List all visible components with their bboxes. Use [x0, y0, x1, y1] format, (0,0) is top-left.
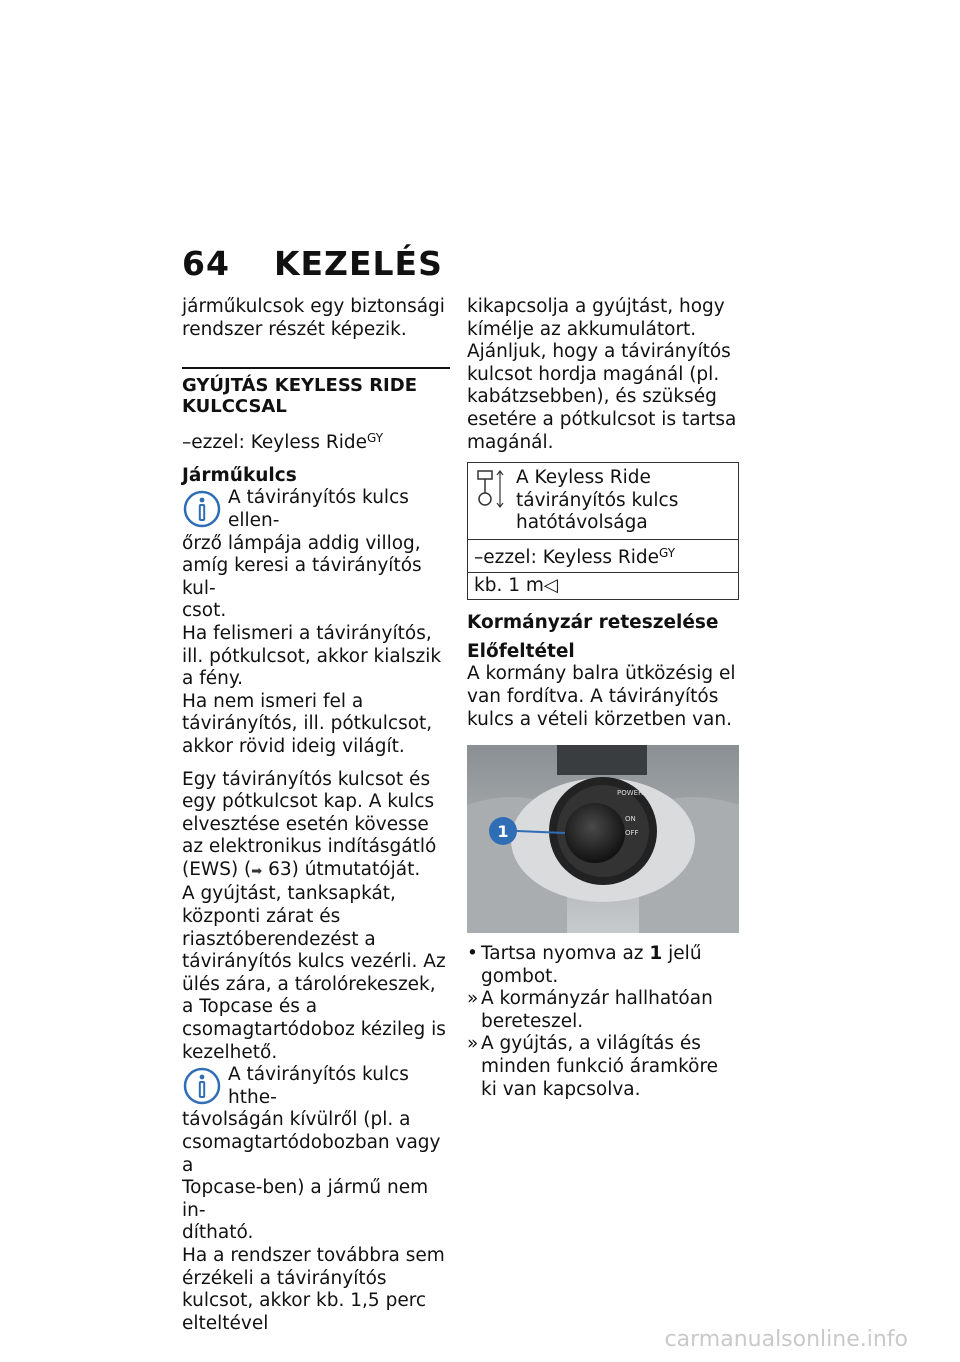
subhead-prerequisite: Előfeltétel [467, 640, 575, 662]
bullet-marker: • [467, 943, 478, 965]
subhead-vehicle-key: Járműkulcs [182, 464, 297, 486]
range-table [467, 462, 739, 600]
result-power-off [467, 1033, 739, 1101]
result-1-text: A kormányzár hallhatóan bereteszel. [481, 988, 713, 1032]
chapter-title: KEZELÉS [273, 244, 443, 283]
note-2-line-4: Topcase-ben) a jármű nem in- [182, 1177, 429, 1221]
page-reference-arrow-icon: ➡ [251, 863, 263, 879]
callout-1: 1 [497, 822, 509, 842]
paragraph-advice: Ajánljuk, hogy a távirányítós kulcsot hordja magánál (pl. kabátzsebben), és szükség esetére a pótkulcsot is tartsa magánál. [467, 341, 737, 453]
result-2-text: A gyújtás, a világítás és minden funkció áramköre ki van kapcsolva. [481, 1033, 719, 1100]
section-title: GYÚJTÁS KEYLESS RIDE KULCCSAL [182, 375, 417, 418]
range-table-value: kb. 1 m◁ [474, 574, 559, 596]
page-header [182, 244, 443, 283]
right-column [467, 296, 739, 1101]
paragraph-not-recognized: Ha nem ismeri fel a távirányítós, ill. pótkulcsot, akkor rövid ideig világít. [182, 690, 433, 757]
watermark: carmanualsonline.info [664, 1327, 908, 1352]
step-1-callout: 1 [649, 943, 663, 965]
result-marker: » [467, 1033, 479, 1055]
paragraph-recognized: Ha felismeri a távirányítós, ill. pótkulcsot, akkor kialszik a fény. [182, 622, 442, 690]
page-number: 64 [182, 244, 230, 283]
note-1-line-4: csot. [182, 600, 227, 622]
info-icon [182, 489, 222, 529]
section-divider [182, 367, 450, 369]
paragraph-keys-end: ) útmutatóját. [291, 858, 421, 880]
paragraph-keys [182, 769, 450, 884]
note-1-line-3: amíg keresi a távirányítós kul- [182, 555, 422, 599]
step-1-text: Tartsa nyomva az [481, 943, 650, 965]
intro-text: járműkulcsok egy biztonsági rendszer részét képezik. [182, 296, 445, 340]
range-table-equipment: –ezzel: Keyless Ride [474, 546, 660, 568]
note-2 [182, 1064, 450, 1245]
note-1-line-2: őrző lámpája addig villog, [182, 532, 421, 554]
step-press-button [467, 943, 739, 988]
equipment-line [182, 427, 450, 455]
note-2-line-3: csomagtartódobozban vagy a [182, 1132, 441, 1176]
note-2-line-5: dítható. [182, 1222, 254, 1244]
paragraph-timeout: Ha a rendszer továbbra sem érzékeli a távirányítós kulcsot, akkor kb. 1,5 perc elteltével [182, 1244, 445, 1334]
equipment-superscript: GY [367, 431, 384, 446]
key-range-icon [474, 467, 508, 511]
range-table-header [468, 463, 738, 539]
paragraph-prerequisite: A kormány balra ütközésig el van fordítva. A távirányítós kulcs a vételi körzetben van. [467, 663, 736, 730]
step-1-text-end: jelű gombot. [481, 943, 702, 987]
power-label: POWER [617, 789, 643, 798]
ignition-button-photo [467, 745, 739, 933]
paragraph-keys-text: Egy távirányítós kulcsot és egy pótkulcsot kap. A kulcs elvesztése esetén kövesse az elektronikus indításgátló (EWS) ( [182, 768, 437, 880]
result-marker: » [467, 988, 479, 1010]
range-table-superscript: GY [659, 545, 676, 560]
page-reference[interactable]: 63 [268, 858, 292, 880]
note-1 [182, 487, 450, 623]
range-table-equipment-row [468, 539, 738, 572]
result-lock-engaged [467, 988, 739, 1033]
subhead-steering-lock: Kormányzár reteszelése [467, 612, 719, 634]
range-table-title: A Keyless Ride távirányítós kulcs hatótávolsága [516, 467, 679, 534]
info-icon [182, 1066, 222, 1106]
on-label: ON [625, 815, 636, 824]
paragraph-control: A gyújtást, tanksapkát, központi zárat és riasztóberendezést a távirányítós kulcs vezérli. Az ülés zára, a tárolórekeszek, a Topcase és a csomagtartódoboz kézileg is kezelhető. [182, 883, 446, 1063]
paragraph-battery: kikapcsolja a gyújtást, hogy kímélje az akkumulátort. [467, 296, 725, 340]
off-label: OFF [625, 829, 639, 838]
equipment-text: –ezzel: Keyless Ride [182, 432, 368, 454]
note-2-line-2: távolságán kívülről (pl. a [182, 1109, 411, 1131]
note-1-line-1: A távirányítós kulcs ellen- [228, 487, 409, 531]
left-column [182, 296, 450, 1335]
note-2-line-1: A távirányítós kulcs hthe- [228, 1064, 409, 1108]
range-table-value-row [468, 572, 738, 600]
